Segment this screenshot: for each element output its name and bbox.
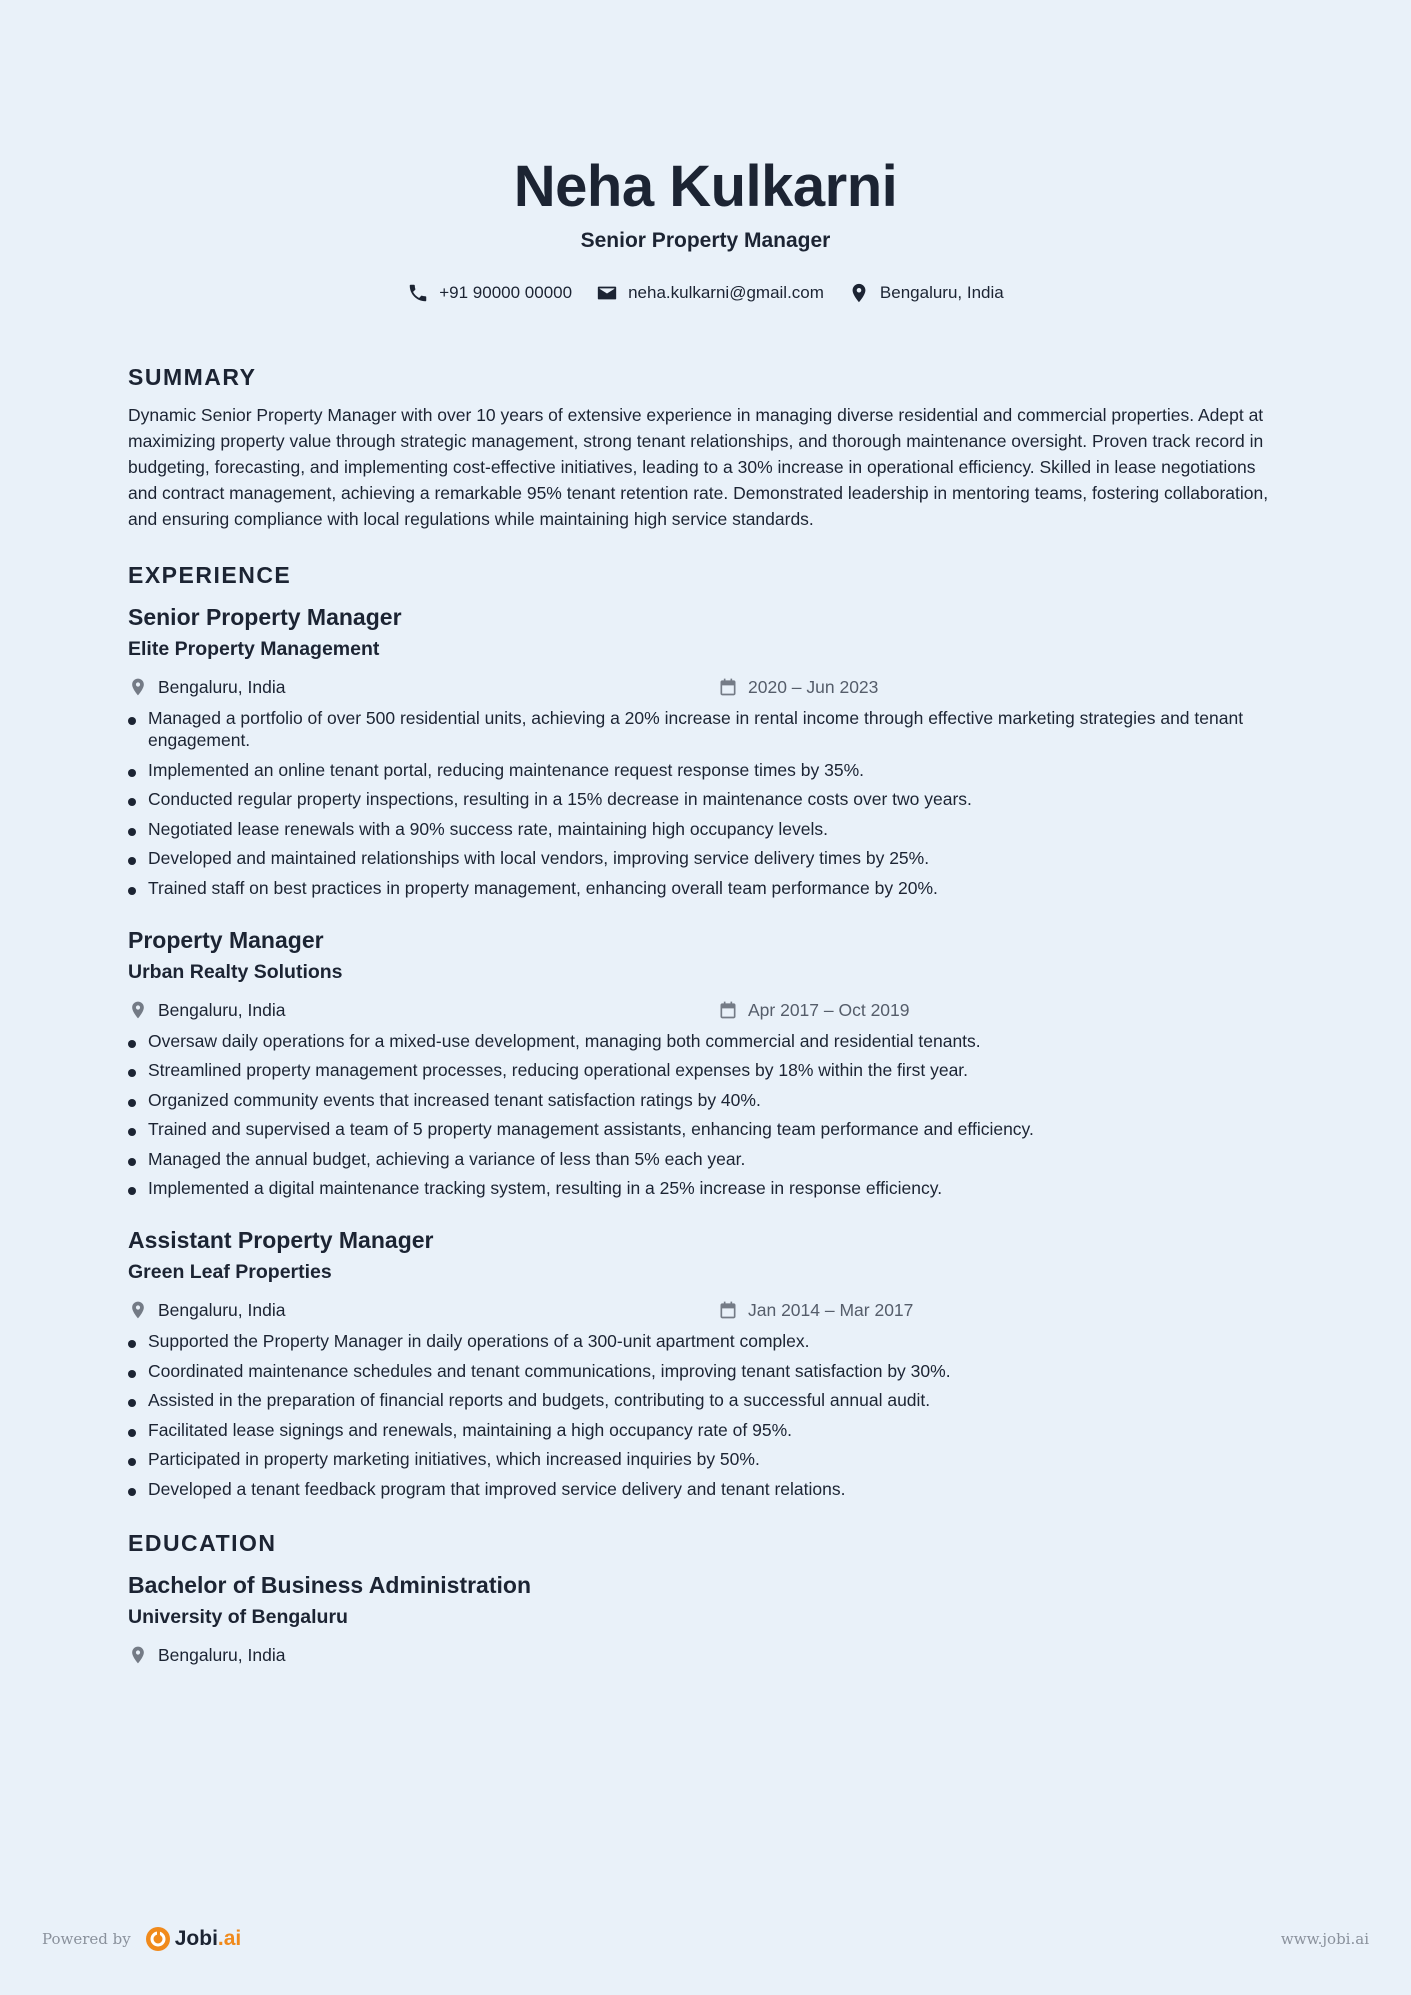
list-item: Conducted regular property inspections, resulting in a 15% decrease in maintenance costs over two years.	[128, 788, 1283, 810]
list-item: Assisted in the preparation of financial reports and budgets, contributing to a successful annual audit.	[128, 1389, 1283, 1411]
calendar-icon	[718, 677, 738, 697]
jobi-logo-icon	[145, 1926, 171, 1952]
job-entry	[128, 925, 1283, 1200]
phone-text[interactable]: +91 90000 00000	[439, 283, 573, 302]
powered-by-label: Powered by	[42, 1930, 131, 1948]
powered-by	[42, 1926, 241, 1952]
summary-text: Dynamic Senior Property Manager with over 10 years of extensive experience in managing diverse residential and commercial properties. Adept at maximizing property value through strategic management, strong tenant relationships, and thorough maintenance oversight. Proven track record in budgeting, forecasting, and implementing cost-effective initiatives, leading to a 30% increase in operational efficiency. Skilled in lease negotiations and contract management, achieving a remarkable 95% tenant retention rate. Demonstrated leadership in mentoring teams, fostering collaboration, and ensuring compliance with local regulations while maintaining high service standards.	[128, 405, 1269, 529]
job-dates-text: Jan 2014 – Mar 2017	[748, 1300, 914, 1320]
location-pin-icon	[128, 1645, 148, 1665]
calendar-icon	[718, 1000, 738, 1020]
job-dates-text: Apr 2017 – Oct 2019	[748, 999, 910, 1020]
contact-email	[596, 282, 824, 304]
education-entry	[128, 1570, 1283, 1667]
email-text[interactable]: neha.kulkarni@gmail.com	[628, 283, 824, 302]
brand-suffix: .ai	[217, 1927, 242, 1950]
education-meta	[128, 1643, 1283, 1667]
job-dates	[718, 675, 878, 699]
job-title: Assistant Property Manager	[128, 1227, 434, 1253]
site-link[interactable]: www.jobi.ai	[1280, 1930, 1369, 1948]
job-location-text: Bengaluru, India	[158, 999, 286, 1020]
company-name: Urban Realty Solutions	[128, 960, 343, 983]
job-entry	[128, 602, 1283, 899]
job-title: Senior Property Manager	[128, 604, 402, 630]
list-item: Facilitated lease signings and renewals, maintaining a high occupancy rate of 95%.	[128, 1419, 1283, 1441]
experience-heading: EXPERIENCE	[128, 562, 292, 588]
company-name: Elite Property Management	[128, 638, 380, 660]
job-bullets	[128, 1330, 1283, 1500]
list-item: Developed and maintained relationships with local vendors, improving service delivery times by 25%.	[128, 847, 1283, 869]
list-item: Participated in property marketing initiatives, which increased inquiries by 50%.	[128, 1448, 1283, 1470]
summary-section	[128, 362, 1283, 532]
job-bullets	[128, 707, 1283, 899]
job-entry	[128, 1225, 1283, 1500]
job-location	[128, 675, 718, 699]
location-pin-icon	[128, 1000, 148, 1020]
list-item: Developed a tenant feedback program that improved service delivery and tenant relations.	[128, 1478, 1283, 1500]
phone-icon	[407, 282, 429, 304]
list-item: Streamlined property management processes, reducing operational expenses by 18% within the first year.	[128, 1059, 1283, 1081]
job-meta	[128, 675, 1283, 699]
job-bullets	[128, 1030, 1283, 1200]
brand-logo[interactable]	[145, 1926, 242, 1952]
list-item: Trained staff on best practices in property management, enhancing overall team performance by 20%.	[128, 877, 1283, 899]
candidate-role: Senior Property Manager	[580, 229, 831, 252]
job-meta	[128, 1298, 1283, 1322]
mail-icon	[596, 282, 618, 304]
brand-main: Jobi	[174, 1927, 218, 1950]
page-footer	[42, 1926, 1369, 1952]
education-section	[128, 1528, 1283, 1667]
contact-location	[848, 282, 1004, 304]
resume-header	[128, 0, 1283, 304]
location-pin-icon	[848, 282, 870, 304]
calendar-icon	[718, 1300, 738, 1320]
job-dates	[718, 1298, 913, 1322]
list-item: Supported the Property Manager in daily operations of a 300-unit apartment complex.	[128, 1330, 1283, 1352]
location-pin-icon	[128, 1300, 148, 1320]
list-item: Managed a portfolio of over 500 residential units, achieving a 20% increase in rental income through effective marketing strategies and tenant engagement.	[128, 707, 1283, 751]
resume-page	[128, 0, 1283, 1667]
school-name: University of Bengaluru	[128, 1605, 348, 1628]
list-item: Implemented an online tenant portal, reducing maintenance request response times by 35%.	[128, 759, 1283, 781]
list-item: Organized community events that increased tenant satisfaction ratings by 40%.	[128, 1089, 1283, 1111]
list-item: Managed the annual budget, achieving a variance of less than 5% each year.	[128, 1148, 1283, 1170]
job-location	[128, 998, 718, 1022]
job-location-text: Bengaluru, India	[158, 677, 286, 697]
job-dates	[718, 998, 910, 1022]
candidate-name: Neha Kulkarni	[513, 154, 898, 219]
location-pin-icon	[128, 677, 148, 697]
list-item: Trained and supervised a team of 5 property management assistants, enhancing team performance and efficiency.	[128, 1118, 1283, 1140]
company-name: Green Leaf Properties	[128, 1261, 332, 1283]
job-location	[128, 1298, 718, 1322]
contact-phone	[407, 282, 572, 304]
job-location-text: Bengaluru, India	[158, 1300, 286, 1320]
degree-name: Bachelor of Business Administration	[128, 1571, 531, 1598]
job-title: Property Manager	[128, 926, 324, 953]
list-item: Coordinated maintenance schedules and tenant communications, improving tenant satisfaction by 30%.	[128, 1360, 1283, 1382]
job-meta	[128, 998, 1283, 1022]
summary-heading: SUMMARY	[128, 364, 257, 390]
location-text: Bengaluru, India	[879, 283, 1004, 302]
education-heading: EDUCATION	[128, 1529, 277, 1556]
list-item: Oversaw daily operations for a mixed-use development, managing both commercial and residential tenants.	[128, 1030, 1283, 1052]
job-dates-text: 2020 – Jun 2023	[748, 677, 879, 697]
list-item: Implemented a digital maintenance tracking system, resulting in a 25% increase in response efficiency.	[128, 1177, 1283, 1199]
list-item: Negotiated lease renewals with a 90% success rate, maintaining high occupancy levels.	[128, 818, 1283, 840]
contact-bar	[128, 282, 1283, 304]
education-location-text: Bengaluru, India	[158, 1644, 286, 1665]
education-location	[128, 1643, 718, 1667]
experience-section	[128, 560, 1283, 1500]
